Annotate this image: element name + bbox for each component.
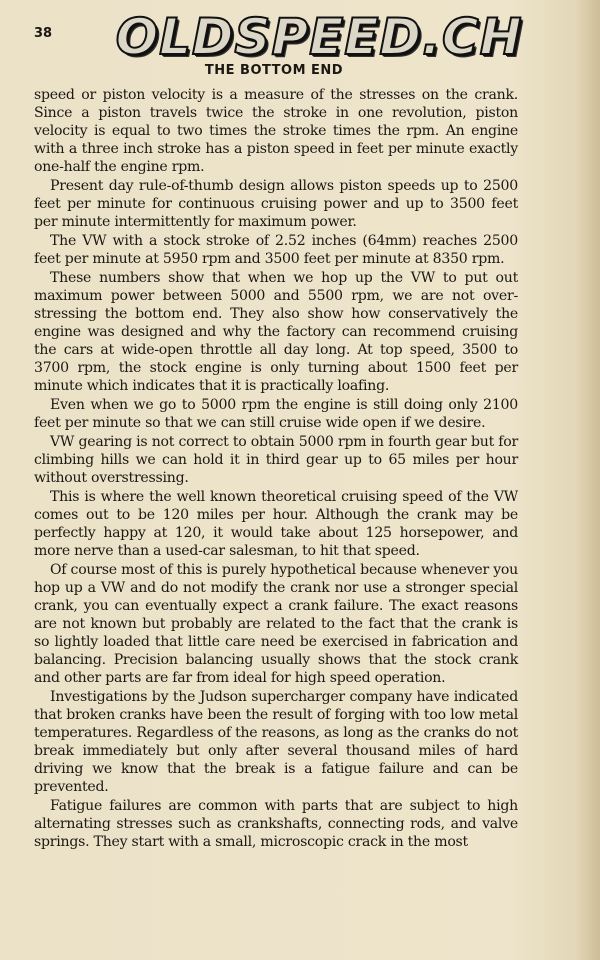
- paragraph: Even when we go to 5000 rpm the engine is still doing only 2100 feet per minute so that we can still cruise wide open if we desire.: [34, 397, 518, 431]
- running-head: THE BOTTOM END: [204, 63, 344, 78]
- paragraph: Of course most of this is purely hypothetical because whenever you hop up a VW and do not modify the crank nor use a stronger special crank, you can eventually expect a crank failure. The exact reasons are not known but probably are related to the fact that the crank is so lightly loaded that little care need be exercised in fabrication and balancing. Precision balancing usually shows that the stock crank and other parts are far from ideal for high speed operation.: [34, 562, 518, 686]
- paragraph: This is where the well known theoretical cruising speed of the VW comes out to be 120 miles per hour. Although the crank may be perfectly happy at 120, it would take about 125 horsepower, and more nerve than a used-car salesman, to hit that speed.: [34, 489, 518, 559]
- paragraph: VW gearing is not correct to obtain 5000 rpm in fourth gear but for climbing hills we can hold it in third gear up to 65 miles per hour without overstressing.: [34, 434, 518, 486]
- paragraph: These numbers show that when we hop up the VW to put out maximum power between 5000 and 5500 rpm, we are not over-stressing the bottom end. They also show how conservatively the engine was designed and why the factory can recommend cruising the cars at wide-open throttle all day long. At top speed, 3500 to 3700 rpm, the stock engine is only turning about 1500 feet per minute which indicates that it is practically loafing.: [34, 270, 518, 394]
- body-text: [34, 86, 518, 852]
- page-number: 38: [34, 26, 53, 41]
- paragraph: Investigations by the Judson supercharger company have indicated that broken cranks have been the result of forging with too low metal temperatures. Regardless of the reasons, as long as the cranks do not break immediately but only after several thousand miles of hard driving we know that the break is a fatigue failure and can be prevented.: [34, 689, 518, 795]
- paragraph: The VW with a stock stroke of 2.52 inches (64mm) reaches 2500 feet per minute at 5950 rpm and 3500 feet per minute at 8350 rpm.: [34, 233, 518, 267]
- paragraph: Fatigue failures are common with parts that are subject to high alternating stresses such as crankshafts, connecting rods, and valve springs. They start with a small, microscopic crack in the most: [34, 798, 518, 850]
- paragraph: speed or piston velocity is a measure of the stresses on the crank. Since a piston travels twice the stroke in one revolution, piston velocity is equal to two times the stroke times the rpm. An engine with a three inch stroke has a piston speed in feet per minute exactly one-half the engine rpm.: [34, 87, 518, 175]
- paragraph: Present day rule-of-thumb design allows piston speeds up to 2500 feet per minute for continuous cruising power and up to 3500 feet per minute intermittently for maximum power.: [34, 178, 518, 230]
- oldspeed-logo: OLDSPEED.CH: [58, 14, 580, 60]
